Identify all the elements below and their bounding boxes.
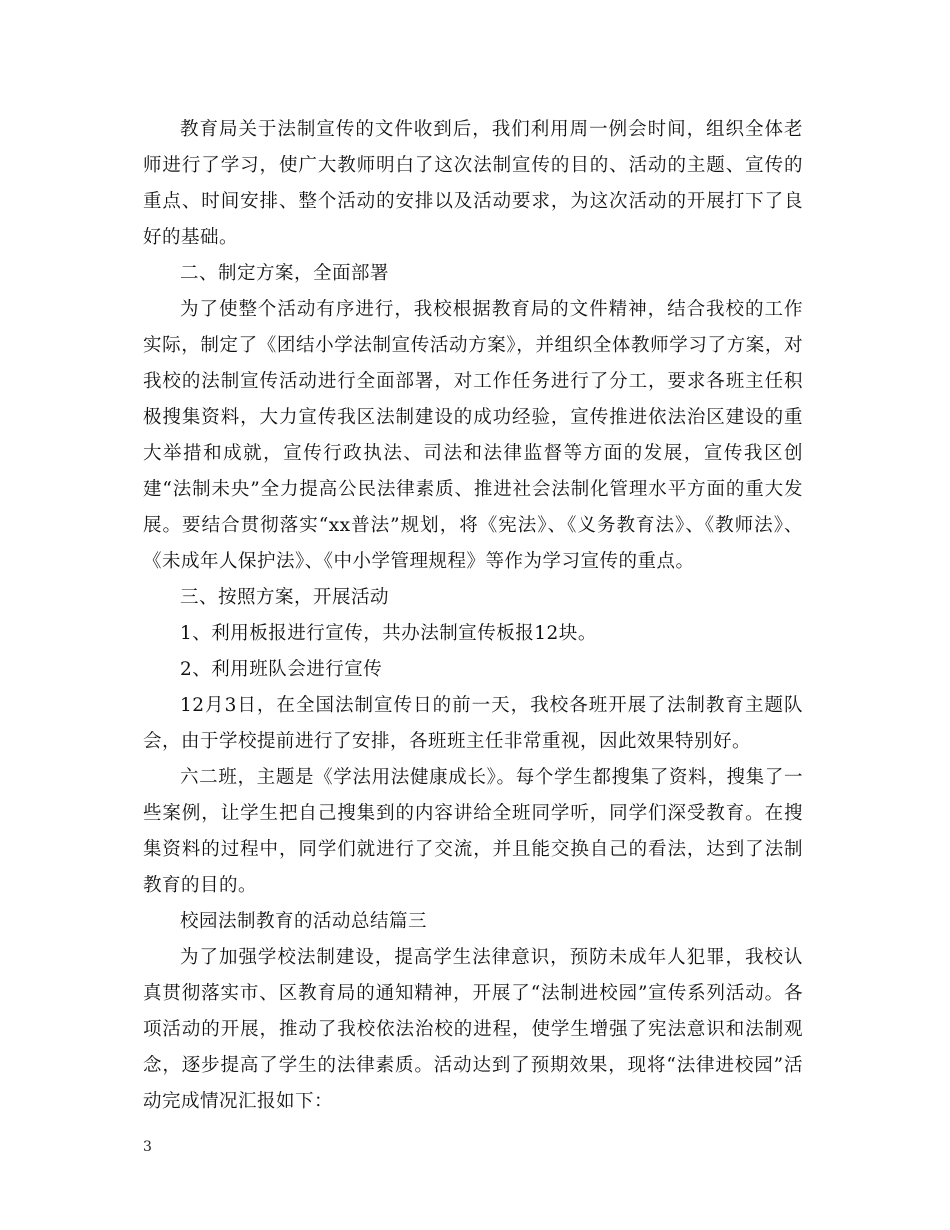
body-paragraph: 为了使整个活动有序进行，我校根据教育局的文件精神，结合我校的工作实际，制定了《团结小学法制宣传活动方案》，并组织全体教师学习了方案，对我校的法制宣传活动进行全面部署，对工作任务进行了分工，要求各班主任积极搜集资料，大力宣传我区法制建设的成功经验，宣传推进依法治区建设的重大举措和成就，宣传行政执法、司法和法律监督等方面的发展，宣传我区创建“法制未央”全力提高公民法律素质、推进社会法制化管理水平方面的重大发展。要结合贯彻落实“xx普法”规划，将《宪法》、《义务教育法》、《教师法》、《未成年人保护法》、《中小学管理规程》等作为学习宣传的重点。	[143, 299, 803, 572]
section-heading: 三、按照方案，开展活动	[180, 587, 390, 608]
body-paragraph: 六二班，主题是《学法用法健康成长》。每个学生都搜集了资料，搜集了一些案例，让学生把自己搜集到的内容讲给全班同学听，同学们深受教育。在搜集资料的过程中，同学们就进行了交流，并且能交换自己的看法，达到了法制教育的目的。	[143, 767, 803, 896]
body-paragraph: 12月3日，在全国法制宣传日的前一天，我校各班开展了法制教育主题队会，由于学校提前进行了安排，各班班主任非常重视，因此效果特别好。	[143, 695, 803, 752]
article-title: 校园法制教育的活动总结篇三	[180, 911, 428, 932]
section-heading: 二、制定方案，全面部署	[180, 263, 390, 284]
document-body	[143, 112, 803, 1120]
body-paragraph: 为了加强学校法制建设，提高学生法律意识，预防未成年人犯罪，我校认真贯彻落实市、区教育局的通知精神，开展了“法制进校园”宣传系列活动。各项活动的开展，推动了我校依法治校的进程，使学生增强了宪法意识和法制观念，逐步提高了学生的法律素质。活动达到了预期效果，现将“法律进校园”活动完成情况汇报如下：	[143, 947, 803, 1112]
body-paragraph: 教育局关于法制宣传的文件收到后，我们利用周一例会时间，组织全体老师进行了学习，使广大教师明白了这次法制宣传的目的、活动的主题、宣传的重点、时间安排、整个活动的安排以及活动要求，为这次活动的开展打下了良好的基础。	[143, 119, 803, 248]
list-item: 1、利用板报进行宣传，共办法制宣传板报12块。	[180, 623, 597, 644]
page-number: 3	[143, 1139, 152, 1155]
list-item: 2、利用班队会进行宣传	[180, 659, 383, 680]
